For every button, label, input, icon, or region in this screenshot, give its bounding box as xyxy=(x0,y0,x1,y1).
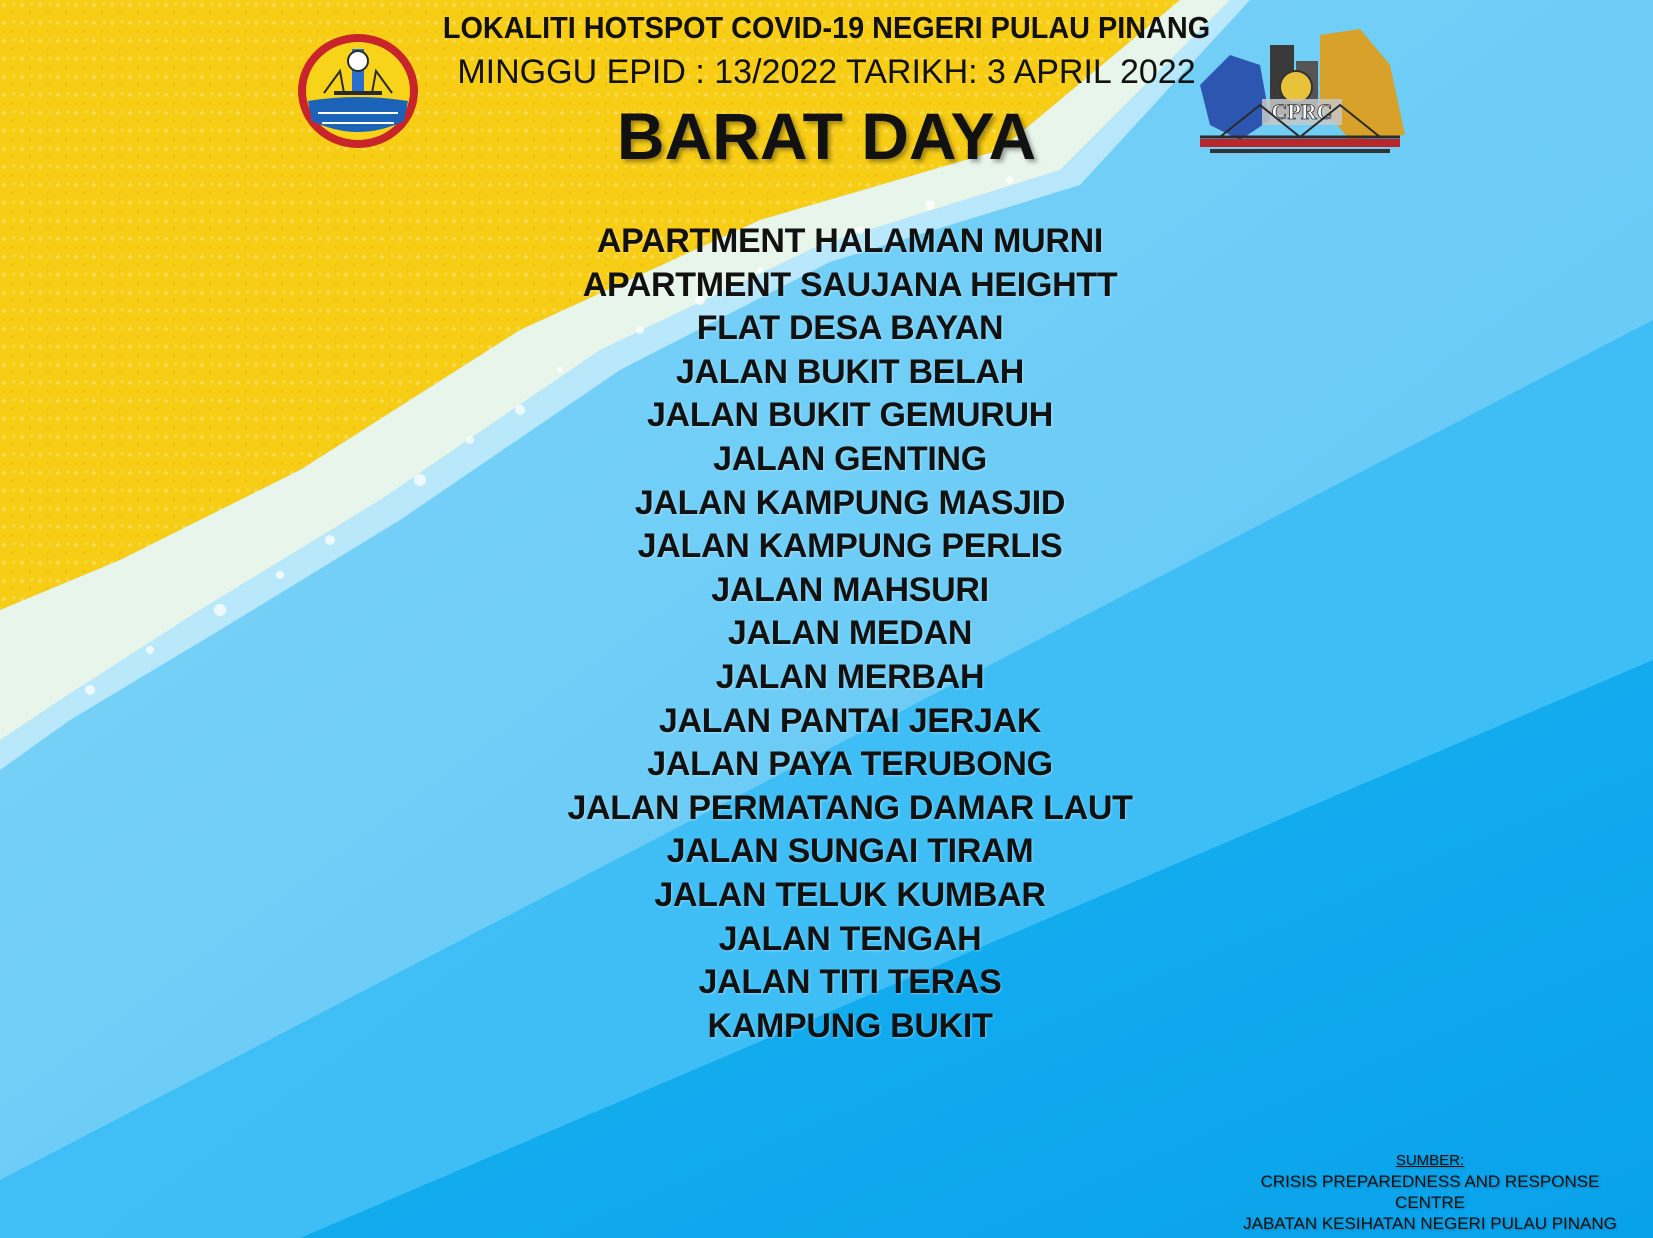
source-line-1: CRISIS PREPAREDNESS AND RESPONSE xyxy=(1260,1172,1600,1191)
epid-week-date: MINGGU EPID : 13/2022 TARIKH: 3 APRIL 2022 xyxy=(457,53,1196,91)
source-credit xyxy=(1215,1150,1645,1234)
list-item: JALAN SUNGAI TIRAM xyxy=(666,832,1034,871)
list-item: FLAT DESA BAYAN xyxy=(696,309,1004,348)
list-item: JALAN KAMPUNG PERLIS xyxy=(637,527,1063,566)
list-item: JALAN BUKIT GEMURUH xyxy=(646,396,1054,435)
list-item: JALAN MAHSURI xyxy=(711,570,989,609)
list-item: JALAN TENGAH xyxy=(718,919,982,958)
list-item: KAMPUNG BUKIT xyxy=(707,1006,993,1045)
source-line-3: JABATAN KESIHATAN NEGERI PULAU PINANG xyxy=(1243,1214,1617,1233)
source-label: SUMBER: xyxy=(1395,1152,1465,1169)
list-item: JALAN MERBAH xyxy=(715,657,985,696)
list-item: APARTMENT SAUJANA HEIGHTT xyxy=(582,265,1118,304)
list-item: JALAN PERMATANG DAMAR LAUT xyxy=(567,788,1133,827)
list-item: JALAN GENTING xyxy=(713,439,987,478)
source-line-2: CENTRE xyxy=(1395,1193,1465,1212)
list-item: JALAN BUKIT BELAH xyxy=(675,352,1025,391)
list-item: JALAN TELUK KUMBAR xyxy=(654,875,1046,914)
region-heading: BARAT DAYA xyxy=(616,99,1037,173)
page-title-text: LOKALITI HOTSPOT COVID-19 NEGERI PULAU PINANG xyxy=(442,10,1211,45)
locality-list xyxy=(0,220,1653,1048)
cprc-logo-text: CPRC xyxy=(1271,99,1333,124)
page-title xyxy=(0,10,1653,46)
list-item: JALAN PAYA TERUBONG xyxy=(647,745,1053,784)
list-item: JALAN PANTAI JERJAK xyxy=(658,701,1042,740)
list-item: JALAN TITI TERAS xyxy=(698,963,1002,1002)
list-item: JALAN KAMPUNG MASJID xyxy=(634,483,1066,522)
list-item: APARTMENT HALAMAN MURNI xyxy=(596,222,1104,260)
list-item: JALAN MEDAN xyxy=(727,614,973,653)
